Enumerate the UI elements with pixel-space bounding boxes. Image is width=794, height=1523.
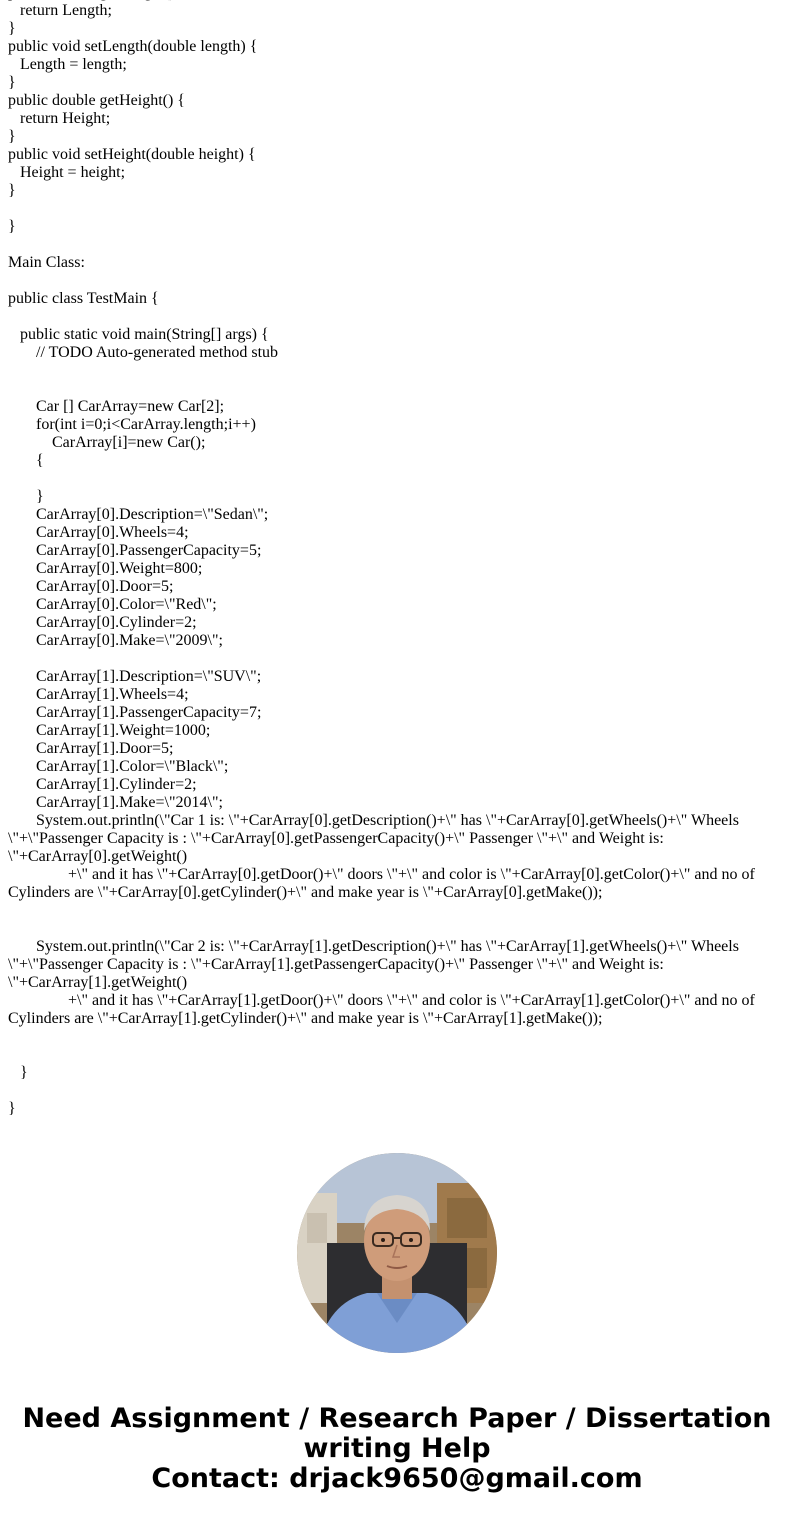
code-line: CarArray[1].Door=5; bbox=[8, 740, 174, 757]
code-line: CarArray[0].Description=\"Sedan\"; bbox=[8, 506, 269, 523]
code-block bbox=[8, 0, 778, 1118]
code-line: public void setLength(double length) { bbox=[8, 38, 258, 55]
code-line: CarArray[0].Door=5; bbox=[8, 578, 174, 595]
footer-line-1: Need Assignment / Research Paper / Dissertation bbox=[22, 1403, 772, 1434]
code-line: CarArray[0].PassengerCapacity=5; bbox=[8, 542, 262, 559]
code-line bbox=[8, 362, 778, 380]
code-line bbox=[8, 200, 778, 218]
code-line bbox=[8, 380, 778, 398]
code-line: public class TestMain { bbox=[8, 290, 159, 307]
code-line: CarArray[1].Cylinder=2; bbox=[8, 776, 197, 793]
code-line: { bbox=[8, 452, 44, 469]
footer-contact-line: Contact: drjack9650@gmail.com bbox=[151, 1463, 643, 1494]
code-line: } bbox=[8, 182, 16, 199]
code-line: for(int i=0;i<CarArray.length;i++) bbox=[8, 416, 256, 433]
code-line: } bbox=[8, 488, 44, 505]
code-line: } bbox=[8, 1100, 16, 1117]
code-line: } bbox=[8, 1064, 28, 1081]
code-line bbox=[8, 920, 778, 938]
code-line bbox=[8, 470, 778, 488]
code-line: CarArray[i]=new Car(); bbox=[8, 434, 206, 451]
code-line: \"+\"Passenger Capacity is : \"+CarArray[0].getPassengerCapacity()+\" Passenger \"+\" and Weight is: bbox=[8, 830, 664, 847]
code-line: public static void main(String[] args) { bbox=[8, 326, 269, 343]
code-line: CarArray[1].Weight=1000; bbox=[8, 722, 211, 739]
code-line bbox=[8, 902, 778, 920]
code-line: +\" and it has \"+CarArray[1].getDoor()+\" doors \"+\" and color is \"+CarArray[1].getColor()+\" and no of bbox=[8, 992, 755, 1009]
code-line: Car [] CarArray=new Car[2]; bbox=[8, 398, 225, 415]
code-line: } bbox=[8, 128, 16, 145]
code-line: Main Class: bbox=[8, 254, 85, 271]
code-line: Height = height; bbox=[8, 164, 126, 181]
code-line: CarArray[0].Color=\"Red\"; bbox=[8, 596, 217, 613]
code-line: \"+\"Passenger Capacity is : \"+CarArray[1].getPassengerCapacity()+\" Passenger \"+\" and Weight is: bbox=[8, 956, 664, 973]
portrait-illustration bbox=[297, 1153, 497, 1353]
code-line: } bbox=[8, 218, 16, 235]
code-line bbox=[8, 1046, 778, 1064]
code-line: Cylinders are \"+CarArray[0].getCylinder()+\" and make year is \"+CarArray[0].getMake()); bbox=[8, 884, 603, 901]
code-line: public void setHeight(double height) { bbox=[8, 146, 256, 163]
code-line: Length = length; bbox=[8, 56, 127, 73]
code-line: } bbox=[8, 20, 16, 37]
code-line: } bbox=[8, 74, 16, 91]
code-line: CarArray[0].Cylinder=2; bbox=[8, 614, 197, 631]
code-line: Cylinders are \"+CarArray[1].getCylinder()+\" and make year is \"+CarArray[1].getMake()); bbox=[8, 1010, 603, 1027]
code-line: CarArray[1].Make=\"2014\"; bbox=[8, 794, 223, 811]
code-line: CarArray[0].Wheels=4; bbox=[8, 524, 189, 541]
code-line: CarArray[1].Description=\"SUV\"; bbox=[8, 668, 262, 685]
author-avatar-photo bbox=[297, 1153, 497, 1353]
code-line: CarArray[1].Wheels=4; bbox=[8, 686, 189, 703]
code-line: return Length; bbox=[8, 2, 112, 19]
code-line: CarArray[1].PassengerCapacity=7; bbox=[8, 704, 262, 721]
code-line bbox=[8, 308, 778, 326]
code-line: System.out.println(\"Car 1 is: \"+CarArray[0].getDescription()+\" has \"+CarArray[0].getWheels()+\" Wheels bbox=[8, 812, 739, 829]
code-line bbox=[8, 650, 778, 668]
code-line: System.out.println(\"Car 2 is: \"+CarArray[1].getDescription()+\" has \"+CarArray[1].getWheels()+\" Wheels bbox=[8, 938, 739, 955]
code-line: +\" and it has \"+CarArray[0].getDoor()+\" doors \"+\" and color is \"+CarArray[0].getColor()+\" and no of bbox=[8, 866, 755, 883]
code-line: CarArray[1].Color=\"Black\"; bbox=[8, 758, 229, 775]
code-line bbox=[8, 236, 778, 254]
code-line: \"+CarArray[1].getWeight() bbox=[8, 974, 188, 991]
code-line bbox=[8, 1082, 778, 1100]
code-line: public double getHeight() { bbox=[8, 92, 185, 109]
code-line bbox=[8, 272, 778, 290]
promo-footer bbox=[0, 1404, 794, 1494]
footer-line-2: writing Help bbox=[303, 1433, 491, 1464]
code-line bbox=[8, 1028, 778, 1046]
code-line: CarArray[0].Make=\"2009\"; bbox=[8, 632, 223, 649]
code-line: \"+CarArray[0].getWeight() bbox=[8, 848, 188, 865]
code-line: // TODO Auto-generated method stub bbox=[8, 344, 279, 361]
code-line: return Height; bbox=[8, 110, 111, 127]
code-line: CarArray[0].Weight=800; bbox=[8, 560, 203, 577]
